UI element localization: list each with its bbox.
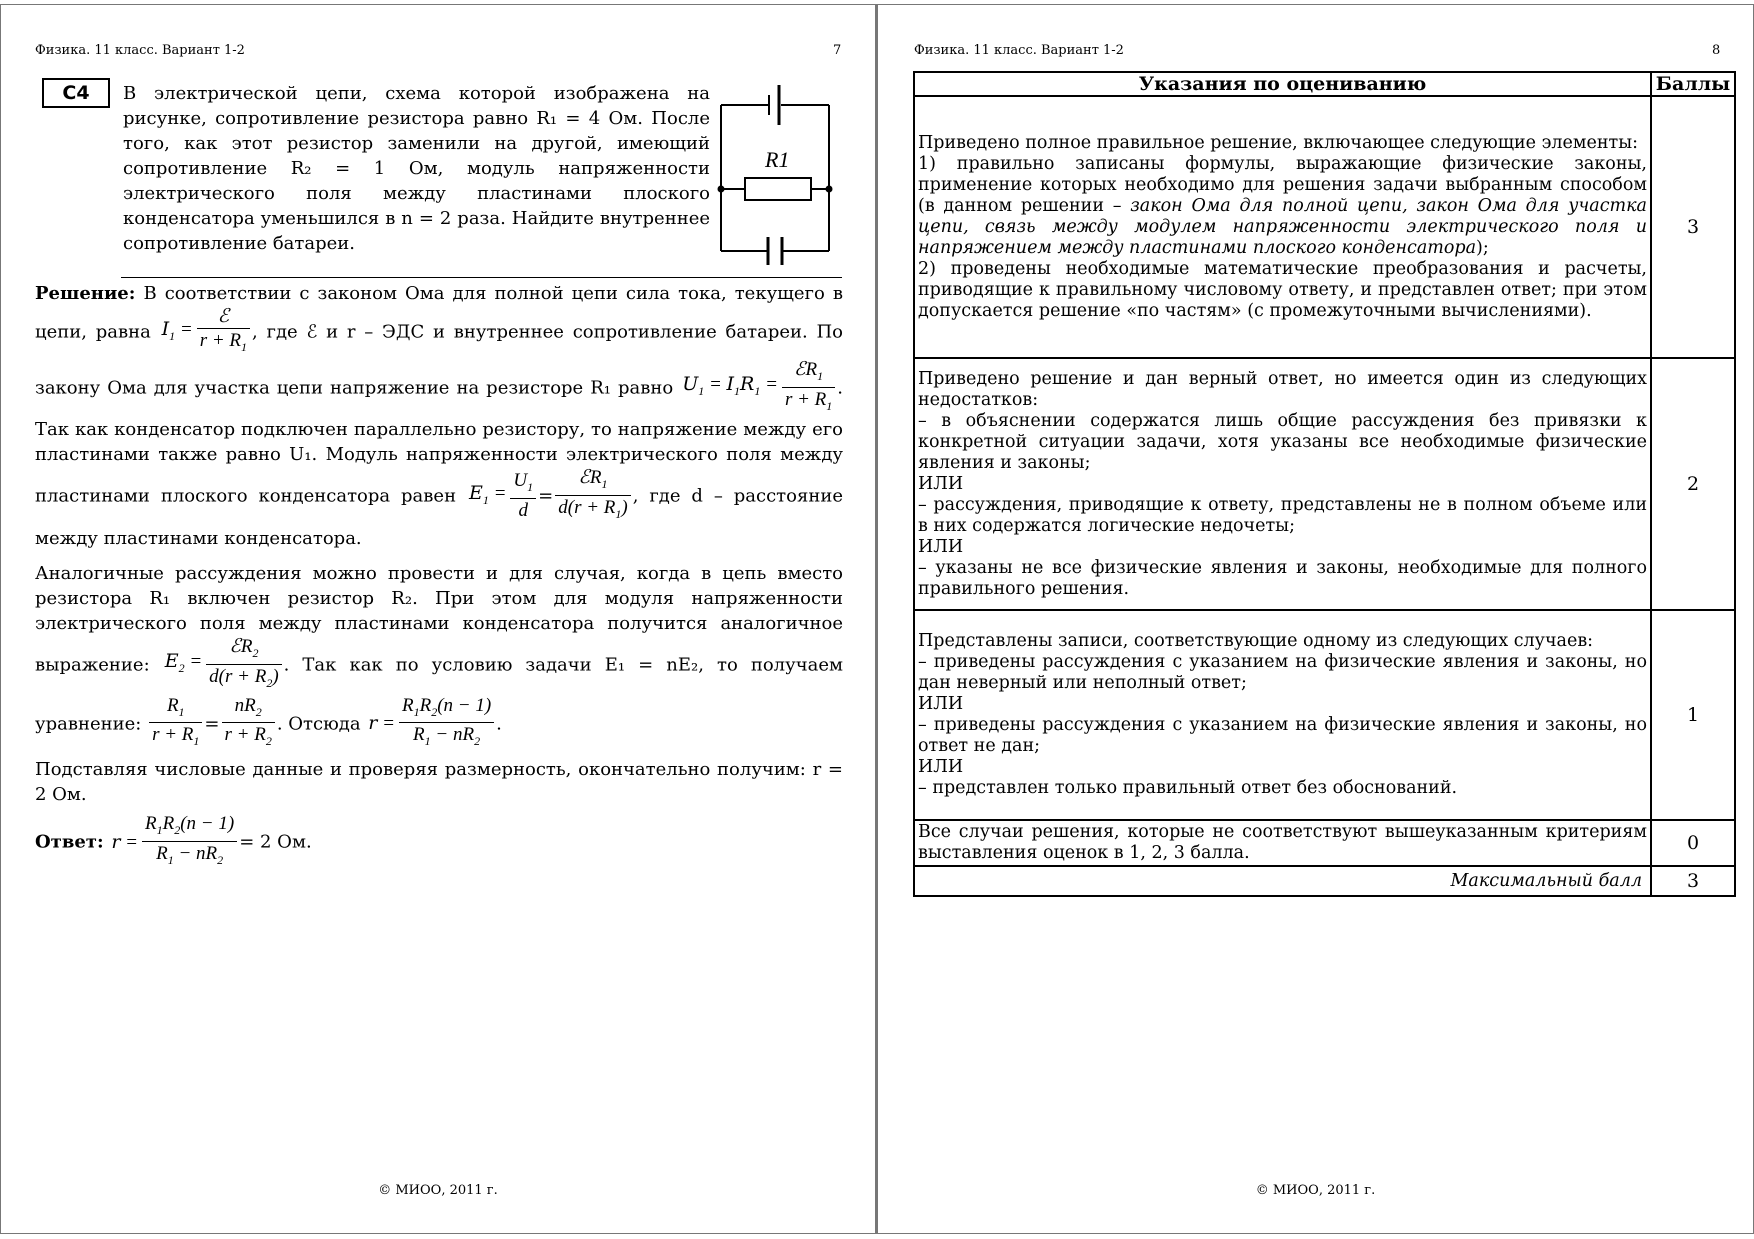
solution-text-5: Аналогичные рассуждения можно провести и для случая, когда в цепь вместо резистора R₁ включен резистор R₂. При этом для модуля напряженности электрического поля между пластинами конденсатора получится аналогичное выражение: bbox=[35, 563, 843, 676]
table-row bbox=[914, 820, 1735, 866]
page-footer: © МИОО, 2011 г. bbox=[378, 1183, 498, 1198]
formula-U1: $U_1 = I_1R_1$ = bbox=[682, 373, 778, 398]
criteria-cell: Все случаи решения, которые не соответствуют вышеуказанным критериям выставления оценок в 1, 2, 3 балла. bbox=[914, 820, 1651, 866]
formula-E1: $E_1$ = bbox=[468, 481, 507, 507]
solution-block-1: Решение: В соответствии с законом Ома для полной цепи сила тока, текущего в цепи, равна $I_1$ = $\frac{\text{ℰ}}{r + R_1}$ , где ℰ и r – ЭДС и внутреннее сопротивление батареи. По закону Ома для участка цепи напряжение на резисторе R₁ равно $U_1 = I_1R_1$ = $\frac{ℰR_1}{r + R_1}$ . Так как конденсатор подключен параллельно резистору, то напряжение между его пластинами также равно U₁. Модуль напряженности электрического поля между пластинами плоского конденсатора равен $E_1$ = $\frac{U_1}{d}$ = $\frac{ℰR_1}{d(r + R_1)}$ , где d – расстояние между пластинами конденсатора. bbox=[35, 283, 844, 549]
table-row bbox=[914, 610, 1735, 820]
solution-text-2: , где ℰ и r – ЭДС и внутреннее сопротивление батареи. По закону Ома для участка цепи напряжение на резисторе R₁ равно bbox=[35, 321, 844, 399]
task-code-box: С4 bbox=[42, 78, 110, 108]
header-criteria: Указания по оцениванию bbox=[914, 72, 1651, 96]
resistor-label: R1 bbox=[765, 147, 790, 172]
max-score-row bbox=[914, 866, 1735, 896]
answer-block bbox=[35, 813, 843, 872]
answer-label: Ответ: bbox=[35, 831, 104, 853]
fraction: $\frac{U_1}{d}$ bbox=[510, 470, 536, 523]
circuit-diagram bbox=[715, 77, 835, 267]
page-header: Физика. 11 класс. Вариант 1-2 bbox=[914, 43, 1124, 58]
divider bbox=[121, 277, 842, 278]
criteria-cell: Приведено полное правильное решение, включающее следующие элементы: 1) правильно записаны формулы, выражающие физические законы, применение которых необходимо для решения задачи выбранным способом (в данном решении – закон Ома для полной цепи, закон Ома для участка цепи, связь между модулем напряженности электрического поля и напряжением между пластинами плоского конденсатора); 2) проведены необходимые математические преобразования и расчеты, приводящие к правильному числовому ответу, и представлен ответ; при этом допускается решение «по частям» (с промежуточными вычислениями). bbox=[914, 96, 1651, 358]
solution-block-2: Аналогичные рассуждения можно провести и для случая, когда в цепь вместо резистора R₁ включен резистор R₂. При этом для модуля напряженности электрического поля между пластинами конденсатора получится аналогичное выражение: $E_2$ = $\frac{ℰR_2}{d(r + R_2)}$ . Так как по условию задачи E₁ = nE₂, то получаем уравнение: $\frac{R_1}{r + R_1}$ = $\frac{nR_2}{r + R_2}$ . Отсюда r = $\frac{R_1R_2(n - 1)}{R_1 - nR_2}$ . bbox=[35, 561, 843, 753]
score-cell: 1 bbox=[1651, 610, 1735, 820]
solution-text-3: . Так как конденсатор подключен параллельно резистору, то напряжение между его пластинами также равно U₁. Модуль напряженности электрического поля между пластинами плоского конденсатора равен bbox=[35, 377, 843, 507]
left-page bbox=[0, 4, 877, 1234]
page-header: Физика. 11 класс. Вариант 1-2 bbox=[35, 43, 245, 58]
fraction: $\frac{\text{ℰ}}{r + R_1}$ bbox=[197, 306, 250, 359]
criteria-cell: Приведено решение и дан верный ответ, но имеется один из следующих недостатков: – в объяснении содержатся лишь общие рассуждения без привязки к конкретной ситуации задачи, хотя указаны все необходимые физические явления и законы; ИЛИ – рассуждения, приводящие к ответу, представлены не в полном объеме или в них содержатся логические недочеты; ИЛИ – указаны не все физические явления и законы, необходимые для полного правильного решения. bbox=[914, 358, 1651, 610]
formula-I1: $I_1$ = bbox=[161, 317, 193, 343]
table-header-row bbox=[914, 72, 1735, 96]
fraction: $\frac{R_1R_2(n - 1)}{R_1 - nR_2}$ bbox=[399, 695, 494, 754]
solution-text-1: В соответствии с законом Ома для полной цепи сила тока, текущего в цепи, равна bbox=[35, 283, 843, 343]
max-score-value: 3 bbox=[1651, 866, 1735, 896]
fraction: $\frac{R_1}{r + R_1}$ bbox=[149, 695, 202, 754]
score-cell: 3 bbox=[1651, 96, 1735, 358]
fraction: $\frac{ℰR_2}{d(r + R_2)}$ bbox=[206, 636, 281, 695]
fraction: $\frac{ℰR_1}{d(r + R_1)}$ bbox=[555, 467, 630, 526]
fraction: $\frac{nR_2}{r + R_2}$ bbox=[222, 695, 275, 754]
task-text: В электрической цепи, схема которой изображена на рисунке, сопротивление резистора равно R₁ = 4 Ом. После того, как этот резистор заменили на другой, имеющий сопротивление R₂ = 1 Ом, модуль напряженности электрического поля между пластинами плоского конденсатора уменьшился в n = 2 раза. Найдите внутреннее сопротивление батареи. bbox=[123, 83, 710, 254]
fraction: $\frac{ℰR_1}{r + R_1}$ bbox=[782, 359, 835, 418]
table-row bbox=[914, 358, 1735, 610]
page-number: 7 bbox=[833, 43, 842, 58]
solution-text-8: Подставляя числовые данные и проверяя размерность, окончательно получим: r = 2 Ом. bbox=[35, 759, 843, 805]
max-score-label: Максимальный балл bbox=[914, 866, 1651, 896]
page-footer: © МИОО, 2011 г. bbox=[1255, 1183, 1376, 1198]
solution-label: Решение: bbox=[35, 283, 136, 304]
table-row bbox=[914, 96, 1735, 358]
score-cell: 0 bbox=[1651, 820, 1735, 866]
grading-table bbox=[913, 71, 1736, 897]
solution-text-4: , где d – расстояние между пластинами конденсатора. bbox=[35, 485, 843, 549]
criteria-cell: Представлены записи, соответствующие одному из следующих случаев: – приведены рассуждения с указанием на физические явления и законы, но дан неверный или неполный ответ; ИЛИ – приведены рассуждения с указанием на физические явления и законы, но ответ не дан; ИЛИ – представлен только правильный ответ без обоснований. bbox=[914, 610, 1651, 820]
formula-answer: r = bbox=[111, 830, 138, 853]
formula-r: r = bbox=[368, 712, 395, 735]
solution-text-7: . Отсюда bbox=[276, 712, 361, 734]
answer-tail: = 2 Ом. bbox=[239, 831, 312, 853]
score-cell: 2 bbox=[1651, 358, 1735, 610]
page-number: 8 bbox=[1712, 43, 1721, 58]
solution-text-6: . Так как по условию задачи E₁ = nE₂, то получаем уравнение: bbox=[35, 654, 843, 734]
fraction: $\frac{R_1R_2(n - 1)}{R_1 - nR_2}$ bbox=[142, 813, 237, 872]
header-score: Баллы bbox=[1651, 72, 1735, 96]
formula-E2: $E_2$ = bbox=[164, 650, 203, 676]
